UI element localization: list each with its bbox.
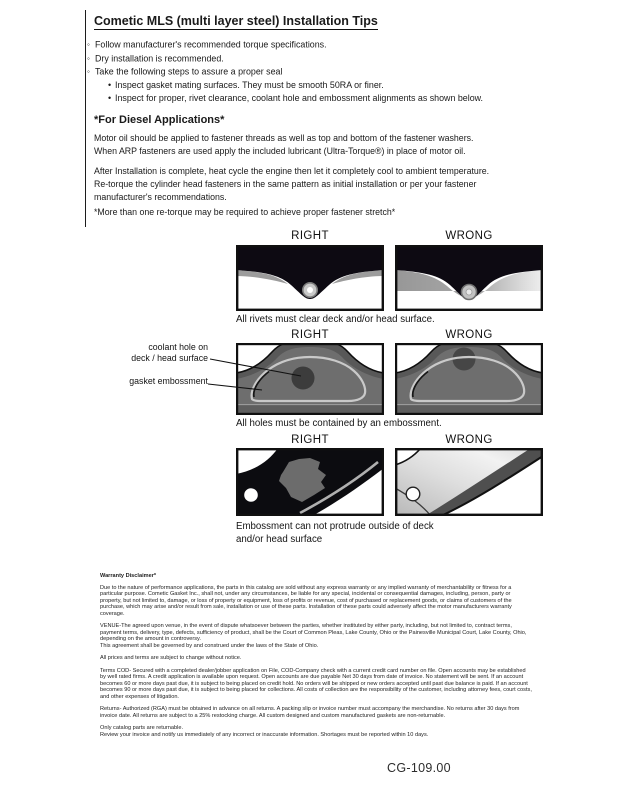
diagram-embossment-right (236, 343, 384, 415)
annotation-coolant-hole: coolant hole on deck / head surface (131, 342, 208, 363)
retorque-note: *More than one re-torque may be required to achieve proper fastener stretch* (94, 207, 396, 217)
warranty-para-returns: Returns- Authorized (RGA) must be obtained in advance on all returns. A packing slip or invoice number must accompany the merchandise. No returns after 30 days from invoice date. All returns are subject to a 25% restocking charge. All custom designed and custom manufactured gaskets are non-returnable. (100, 706, 520, 719)
warranty-para-venue: VENUE-The agreed upon venue, in the event of dispute whatsoever between the parties, whether instituted by either party, including, but not limited to, contract terms, payment terms, delivery, type, defects, sufficiency of product, shall be the Court of Common Pleas, Lake County, Ohio or the Painesville Municipal Court, Lake County, Ohio, depending on the amount in controversy. (100, 623, 527, 642)
page-title: Cometic MLS (multi layer steel) Installation Tips (94, 14, 378, 28)
warranty-section (100, 573, 532, 738)
row1-wrong-label: WRONG (445, 230, 493, 242)
diagram-rivet-wrong (395, 245, 543, 311)
warranty-para-catalog: Only catalog parts are returnable. (100, 725, 184, 731)
diesel-heading: *For Diesel Applications* (94, 114, 225, 126)
diagram-protrude-wrong (395, 448, 543, 516)
diagram-protrude-right (236, 448, 384, 516)
dot-bullet-icon: • (108, 79, 112, 90)
warranty-para-prices: All prices and terms are subject to change without notice. (100, 655, 242, 661)
row1-right-label: RIGHT (291, 230, 329, 242)
warranty-para-terms: Terms COD- Secured with a completed dealer/jobber application on File, COD-Company check with a current credit card number on file. Open accounts may be established by well rated firms. A credit application is available upon request. Open accounts are due payable Net 30 days from date of invoice. No statement will be sent. If an account becomes 60 or more days past due, it is subject to being placed on credit hold. No orders will be shipped or new orders accepted until past due balance is paid. If an account becomes 90 or more days past due, it is subject to being placed for collections. All costs of collection are the responsibility of the customer, including attorney fees, court costs, and other expenses of litigation. (100, 667, 532, 700)
row2-wrong-label: WRONG (445, 329, 493, 341)
diesel-paragraph-2: After Installation is complete, heat cycle the engine then let it completely cool to ambient temperature. Re-torque the cylinder head fasteners in the same pattern as initial installation or per your fastener manufacturer's recommendations. (94, 166, 490, 203)
diagram-embossment-wrong (395, 343, 543, 415)
subbullet-mating-surfaces: • Inspect gasket mating surfaces. They must be smooth 50RA or finer. (108, 79, 384, 93)
circle-bullet-icon: ◦ (87, 67, 90, 77)
circle-bullet-icon: ◦ (87, 40, 90, 49)
subbullet-alignments: • Inspect for proper, rivet clearance, coolant hole and embossment alignments as shown below. (108, 92, 483, 106)
bullet-dry-install: ◦ Dry installation is recommended. (87, 52, 224, 66)
warranty-heading: Warranty Disclaimer* (100, 573, 157, 579)
page-code: CG-109.00 (387, 761, 451, 775)
diesel-paragraph-1: Motor oil should be applied to fastener threads as well as top and bottom of the fastener washers. When ARP fasteners are used apply the included lubricant (Ultra-Torque®) in place of motor oil. (94, 133, 474, 157)
row2-right-label: RIGHT (291, 329, 329, 341)
row3-right-label: RIGHT (291, 434, 329, 446)
annotation-gasket-embossment: gasket embossment (129, 376, 208, 386)
warranty-para-liability: Due to the nature of performance applications, the parts in this catalog are sold without any express warranty or any implied warranty of merchantability or fitness for a particular purpose. Cometic Gasket Inc., shall not, under any circumstances, be liable for any special, incidental or consequential damages, including, person, party or property, but not limited to, damage, or loss of property or equipment, loss of profits or revenue, cost of purchased or replacement goods, or claims of customers of the purchase, which may arise and/or result from sale, installation or use of these parts. Installation of these parts could adversely affect the motor manufacturers warranty coverage. (100, 584, 512, 617)
diagram-rivet-right (236, 245, 384, 311)
row3-wrong-label: WRONG (445, 434, 493, 446)
bullet-torque: ◦ Follow manufacturer's recommended torque specifications. (87, 38, 327, 52)
warranty-para-review: Review your invoice and notify us immediately of any incorrect or inaccurate information. Shortages must be reported within 10 days. (100, 731, 429, 738)
circle-bullet-icon: ◦ (87, 53, 90, 63)
bullet-steps: ◦ Take the following steps to assure a proper seal (87, 65, 282, 79)
dot-bullet-icon: • (108, 93, 112, 104)
row3-caption-line1: Embossment can not protrude outside of deck (236, 521, 434, 532)
row2-caption: All holes must be contained by an embossment. (236, 418, 442, 429)
warranty-para-governing-law: This agreement shall be governed by and construed under the laws of the State of Ohio. (100, 642, 319, 649)
row3-caption-line2: and/or head surface (236, 534, 323, 545)
row1-caption: All rivets must clear deck and/or head surface. (236, 314, 435, 325)
section-rule (85, 10, 87, 227)
